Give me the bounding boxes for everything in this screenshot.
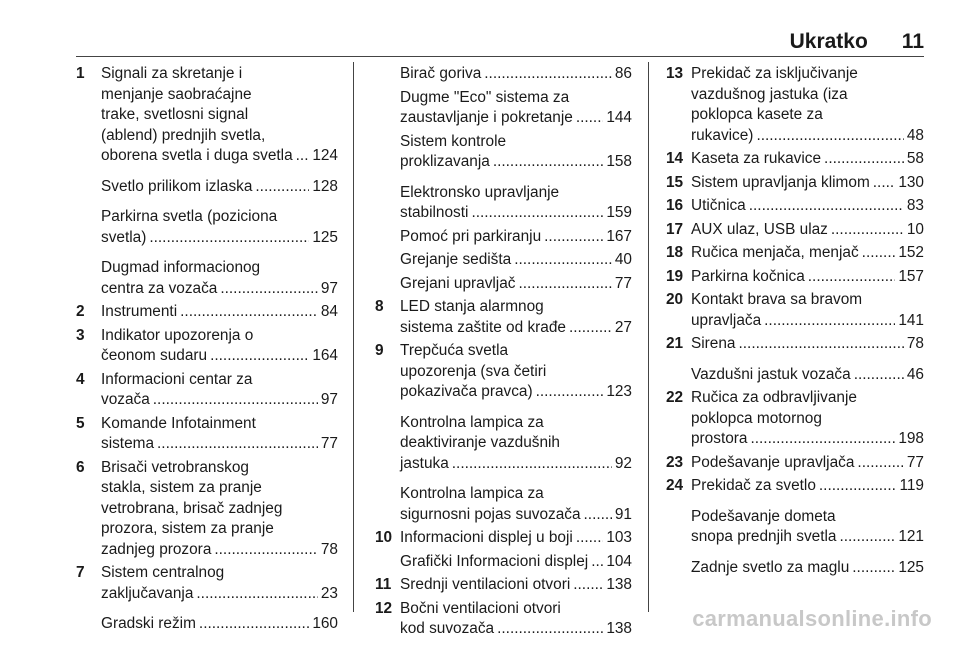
index-entry bbox=[375, 341, 632, 403]
entry-text: jastuka bbox=[400, 454, 449, 472]
entry-page-link[interactable]: 119 bbox=[899, 477, 924, 494]
entry-number bbox=[666, 365, 691, 386]
index-entry bbox=[666, 365, 924, 386]
column-divider bbox=[648, 62, 649, 612]
entry-page-link[interactable]: 103 bbox=[606, 529, 632, 546]
entry-page-link[interactable]: 83 bbox=[906, 197, 924, 214]
entry-text: Vazdušni jastuk vozača bbox=[691, 365, 851, 383]
dot-leader bbox=[255, 177, 309, 198]
entry-text: Gradski režim bbox=[101, 615, 196, 632]
index-column-1 bbox=[76, 64, 338, 645]
entry-page-link[interactable]: 86 bbox=[614, 65, 632, 82]
entry-text: Grafički Informacioni displej bbox=[400, 552, 589, 570]
entry-text: Brisači vetrobranskog bbox=[101, 458, 249, 476]
entry-number: 8 bbox=[375, 298, 384, 315]
entry-number: 7 bbox=[76, 564, 85, 581]
entry-text: Signali za skretanje i bbox=[101, 65, 243, 82]
entry-page-link[interactable]: 58 bbox=[906, 150, 924, 167]
entry-page-link[interactable]: 77 bbox=[906, 453, 924, 471]
index-entry bbox=[76, 64, 338, 167]
entry-page-link[interactable]: 91 bbox=[614, 505, 632, 523]
index-entry bbox=[375, 484, 632, 525]
entry-page-link[interactable]: 157 bbox=[898, 267, 924, 285]
entry-page-link[interactable]: 46 bbox=[906, 365, 924, 383]
entry-text: Komande Infotainment bbox=[101, 414, 256, 432]
entry-page-link[interactable]: 23 bbox=[320, 584, 338, 602]
entry-number bbox=[375, 250, 400, 271]
entry-text: Sistem centralnog bbox=[101, 564, 225, 581]
entry-page-link[interactable]: 125 bbox=[898, 558, 924, 576]
entry-number: 13 bbox=[666, 65, 684, 82]
entry-page-link[interactable]: 77 bbox=[320, 435, 338, 452]
entry-text: Ručica za odbravljivanje bbox=[691, 389, 857, 406]
entry-text: rukavice) bbox=[691, 126, 754, 144]
entry-page-link[interactable]: 167 bbox=[606, 227, 632, 245]
dot-leader bbox=[739, 334, 904, 355]
entry-number: 2 bbox=[76, 303, 85, 320]
index-entry bbox=[375, 552, 632, 573]
dot-leader bbox=[839, 527, 895, 548]
entry-page-link[interactable]: 159 bbox=[606, 204, 632, 221]
dot-leader bbox=[854, 365, 904, 386]
entry-text: Ručica menjača, menjač bbox=[691, 244, 859, 261]
entry-page-link[interactable]: 123 bbox=[606, 383, 632, 400]
dot-leader bbox=[749, 196, 904, 217]
entry-text: stakla, sistem za pranje bbox=[101, 479, 262, 496]
entry-number: 6 bbox=[76, 458, 85, 476]
entry-number bbox=[375, 132, 400, 173]
entry-number: 22 bbox=[666, 389, 684, 406]
entry-number: 1 bbox=[76, 65, 85, 82]
entry-text: centra za vozača bbox=[101, 279, 218, 297]
dot-leader bbox=[452, 454, 612, 475]
entry-number: 20 bbox=[666, 291, 684, 308]
index-entry bbox=[375, 297, 632, 338]
entry-text: proklizavanja bbox=[400, 153, 490, 170]
entry-number: 9 bbox=[375, 342, 384, 359]
entry-page-link[interactable]: 158 bbox=[606, 153, 632, 170]
entry-text: Dugmad informacionog bbox=[101, 259, 261, 276]
index-entry bbox=[375, 250, 632, 271]
entry-page-link[interactable]: 84 bbox=[320, 303, 338, 320]
index-entry bbox=[375, 599, 632, 640]
entry-page-link[interactable]: 198 bbox=[898, 430, 924, 447]
entry-number bbox=[375, 552, 400, 573]
dot-leader bbox=[484, 64, 612, 85]
entry-text: Bočni ventilacioni otvori bbox=[400, 599, 561, 617]
index-entry bbox=[76, 458, 338, 561]
index-entry bbox=[666, 334, 924, 355]
entry-text: Sirena bbox=[691, 335, 736, 352]
entry-text: Podešavanje dometa bbox=[691, 507, 836, 525]
index-entry bbox=[666, 290, 924, 331]
entry-text: Srednji ventilacioni otvori bbox=[400, 576, 571, 593]
dot-leader bbox=[857, 453, 903, 474]
entry-text: vazdušnog jastuka (iza bbox=[691, 85, 848, 103]
entry-number bbox=[76, 258, 101, 299]
entry-text: Prekidač za isključivanje bbox=[691, 65, 858, 82]
entry-page-link[interactable]: 48 bbox=[906, 126, 924, 144]
entry-number bbox=[375, 64, 400, 85]
index-entry bbox=[666, 220, 924, 241]
entry-page-link[interactable]: 160 bbox=[312, 615, 338, 632]
entry-text: AUX ulaz, USB ulaz bbox=[691, 220, 828, 238]
entry-page-link[interactable]: 27 bbox=[614, 318, 632, 336]
entry-text: stabilnosti bbox=[400, 204, 469, 221]
index-entry bbox=[666, 243, 924, 264]
entry-text: Sistem upravljanja klimom bbox=[691, 173, 870, 191]
entry-text: Grejanje sedišta bbox=[400, 251, 512, 268]
entry-number: 21 bbox=[666, 335, 684, 352]
entry-page-link[interactable]: 130 bbox=[898, 173, 924, 191]
entry-text: svetla) bbox=[101, 228, 147, 246]
dot-leader bbox=[831, 220, 904, 241]
dot-leader bbox=[471, 203, 603, 224]
dot-leader bbox=[764, 311, 895, 332]
entry-number bbox=[666, 507, 691, 548]
entry-page-link[interactable]: 152 bbox=[898, 244, 924, 261]
entry-text: Parkirna kočnica bbox=[691, 267, 805, 285]
entry-text: Indikator upozorenja o bbox=[101, 326, 254, 344]
entry-text: Kontrolna lampica za bbox=[400, 413, 544, 431]
entry-number: 5 bbox=[76, 414, 85, 432]
entry-number: 10 bbox=[375, 529, 393, 546]
entry-text: trake, svetlosni signal bbox=[101, 106, 249, 123]
entry-text: vozača bbox=[101, 391, 150, 408]
entry-text: vetrobrana, brisač zadnjeg bbox=[101, 499, 283, 517]
index-entry bbox=[375, 575, 632, 596]
entry-text: snopa prednjih svetla bbox=[691, 528, 837, 545]
dot-leader bbox=[756, 126, 903, 147]
entry-text: Zadnje svetlo za maglu bbox=[691, 558, 850, 576]
entry-text: Elektronsko upravljanje bbox=[400, 183, 560, 201]
dot-leader bbox=[493, 152, 603, 173]
entry-text: menjanje saobraćajne bbox=[101, 85, 252, 103]
page-number: 11 bbox=[901, 30, 924, 53]
entry-text: prozora, sistem za pranje bbox=[101, 520, 274, 537]
dot-leader bbox=[199, 614, 309, 635]
dot-leader bbox=[852, 558, 895, 579]
entry-page-link[interactable]: 78 bbox=[320, 540, 338, 558]
dot-leader bbox=[518, 274, 611, 295]
index-entry bbox=[375, 183, 632, 224]
entry-page-link[interactable]: 10 bbox=[906, 220, 924, 238]
entry-number bbox=[76, 207, 101, 248]
entry-text: Pomoć pri parkiranju bbox=[400, 227, 542, 245]
entry-number bbox=[375, 227, 400, 248]
index-entry bbox=[666, 476, 924, 497]
entry-page-link[interactable]: 121 bbox=[898, 528, 924, 545]
dot-leader bbox=[819, 476, 897, 497]
dot-leader bbox=[220, 279, 318, 300]
entry-text: zaključavanja bbox=[101, 584, 194, 602]
dot-leader bbox=[210, 346, 309, 367]
entry-page-link[interactable]: 104 bbox=[606, 552, 632, 570]
entry-text: Utičnica bbox=[691, 197, 746, 214]
entry-text: poklopca kasete za bbox=[691, 106, 823, 123]
index-entry bbox=[666, 558, 924, 579]
entry-text: upozorenja (sva četiri bbox=[400, 362, 547, 380]
index-entry bbox=[76, 258, 338, 299]
entry-text: Prekidač za svetlo bbox=[691, 477, 816, 494]
entry-text: kod suvozača bbox=[400, 620, 495, 637]
entry-number bbox=[375, 274, 400, 295]
entry-text: Sistem kontrole bbox=[400, 132, 507, 150]
entry-number: 24 bbox=[666, 477, 684, 494]
index-entry bbox=[76, 177, 338, 198]
entry-text: Informacioni centar za bbox=[101, 370, 253, 388]
entry-text: Instrumenti bbox=[101, 303, 178, 320]
section-title: Ukratko bbox=[789, 30, 868, 53]
dot-leader bbox=[862, 243, 896, 264]
watermark: carmanualsonline.info bbox=[692, 606, 932, 631]
index-entry bbox=[375, 274, 632, 295]
index-entry bbox=[375, 88, 632, 129]
entry-page-link[interactable]: 97 bbox=[320, 279, 338, 297]
dot-leader bbox=[536, 382, 604, 403]
index-entry bbox=[375, 528, 632, 549]
entry-number bbox=[375, 88, 400, 129]
entry-number: 4 bbox=[76, 370, 85, 388]
index-entry bbox=[666, 267, 924, 288]
dot-leader bbox=[584, 505, 612, 526]
entry-page-link[interactable]: 92 bbox=[614, 454, 632, 472]
index-entry bbox=[76, 614, 338, 635]
entry-text: deaktiviranje vazdušnih bbox=[400, 434, 560, 451]
index-entry bbox=[666, 507, 924, 548]
index-entry bbox=[76, 302, 338, 323]
entry-number bbox=[666, 558, 691, 579]
dot-leader bbox=[214, 540, 318, 561]
dot-leader bbox=[569, 318, 612, 339]
entry-text: Trepčuća svetla bbox=[400, 342, 509, 359]
entry-page-link[interactable]: 144 bbox=[606, 109, 632, 126]
entry-text: sistema bbox=[101, 435, 155, 452]
entry-number bbox=[375, 413, 400, 475]
entry-number: 17 bbox=[666, 220, 684, 238]
entry-text: čeonom sudaru bbox=[101, 347, 208, 364]
dot-leader bbox=[153, 390, 318, 411]
entry-text: pokazivača pravca) bbox=[400, 383, 533, 400]
entry-text: Parkirna svetla (poziciona bbox=[101, 208, 278, 225]
entry-text: Kaseta za rukavice bbox=[691, 150, 822, 167]
dot-leader bbox=[750, 429, 895, 450]
dot-leader bbox=[576, 108, 603, 129]
column-divider bbox=[353, 62, 354, 612]
entry-number: 16 bbox=[666, 197, 684, 214]
entry-number bbox=[76, 614, 101, 635]
dot-leader bbox=[591, 552, 603, 573]
dot-leader bbox=[497, 619, 603, 640]
entry-page-link[interactable]: 138 bbox=[606, 576, 632, 593]
entry-number: 12 bbox=[375, 599, 393, 617]
entry-text: sigurnosni pojas suvozača bbox=[400, 505, 581, 523]
entry-text: sistema zaštite od krađe bbox=[400, 318, 566, 336]
index-entry bbox=[666, 453, 924, 474]
dot-leader bbox=[296, 146, 310, 167]
entry-page-link[interactable]: 77 bbox=[614, 274, 632, 292]
index-entry bbox=[666, 64, 924, 146]
entry-page-link[interactable]: 141 bbox=[898, 311, 924, 329]
index-entry bbox=[76, 563, 338, 604]
entry-text: oborena svetla i duga svetla bbox=[101, 147, 293, 164]
entry-text: zadnjeg prozora bbox=[101, 540, 212, 558]
index-entry bbox=[666, 388, 924, 450]
index-entry bbox=[375, 64, 632, 85]
index-entry bbox=[76, 207, 338, 248]
entry-page-link[interactable]: 128 bbox=[312, 177, 338, 195]
index-entry bbox=[375, 132, 632, 173]
entry-page-link[interactable]: 40 bbox=[614, 251, 632, 268]
dot-leader bbox=[873, 173, 896, 194]
entry-text: (ablend) prednjih svetla, bbox=[101, 126, 266, 144]
entry-page-link[interactable]: 164 bbox=[312, 347, 338, 364]
entry-number bbox=[375, 484, 400, 525]
dot-leader bbox=[149, 228, 309, 249]
entry-text: zaustavljanje i pokretanje bbox=[400, 109, 573, 126]
dot-leader bbox=[157, 434, 318, 455]
entry-number: 11 bbox=[375, 576, 392, 593]
index-entry bbox=[76, 414, 338, 455]
entry-number bbox=[375, 183, 400, 224]
page-header bbox=[790, 27, 924, 57]
entry-text: Svetlo prilikom izlaska bbox=[101, 177, 253, 195]
entry-number: 19 bbox=[666, 267, 684, 285]
entry-text: upravljača bbox=[691, 311, 762, 329]
entry-number bbox=[76, 177, 101, 198]
index-column-2 bbox=[375, 64, 632, 650]
dot-leader bbox=[514, 250, 612, 271]
index-column-3 bbox=[666, 64, 924, 588]
index-entry bbox=[76, 370, 338, 411]
entry-page-link[interactable]: 78 bbox=[906, 335, 924, 352]
dot-leader bbox=[196, 584, 317, 605]
entry-number: 3 bbox=[76, 326, 85, 344]
entry-text: poklopca motornog bbox=[691, 409, 822, 427]
entry-number: 14 bbox=[666, 150, 684, 167]
entry-number: 15 bbox=[666, 173, 684, 191]
index-entry bbox=[375, 227, 632, 248]
entry-text: Kontrolna lampica za bbox=[400, 485, 544, 502]
entry-text: Podešavanje upravljača bbox=[691, 453, 855, 471]
entry-text: Dugme "Eco" sistema za bbox=[400, 88, 570, 106]
index-entry bbox=[666, 173, 924, 194]
entry-text: prostora bbox=[691, 430, 748, 447]
dot-leader bbox=[573, 575, 603, 596]
entry-text: Kontakt brava sa bravom bbox=[691, 291, 863, 308]
header-rule bbox=[76, 56, 924, 57]
entry-page-link[interactable]: 125 bbox=[312, 228, 338, 246]
dot-leader bbox=[824, 149, 904, 170]
index-entry bbox=[666, 196, 924, 217]
entry-page-link[interactable]: 97 bbox=[320, 391, 338, 408]
dot-leader bbox=[180, 302, 318, 323]
entry-text: Birač goriva bbox=[400, 65, 482, 82]
entry-number: 23 bbox=[666, 453, 684, 471]
entry-page-link[interactable]: 138 bbox=[606, 620, 632, 637]
entry-text: LED stanja alarmnog bbox=[400, 298, 544, 315]
dot-leader bbox=[808, 267, 896, 288]
index-entry bbox=[375, 413, 632, 475]
dot-leader bbox=[576, 528, 604, 549]
entry-number: 18 bbox=[666, 244, 684, 261]
index-entry bbox=[76, 326, 338, 367]
entry-page-link[interactable]: 124 bbox=[312, 147, 338, 164]
dot-leader bbox=[544, 227, 603, 248]
entry-text: Informacioni displej u boji bbox=[400, 529, 573, 546]
index-entry bbox=[666, 149, 924, 170]
entry-text: Grejani upravljač bbox=[400, 274, 516, 292]
